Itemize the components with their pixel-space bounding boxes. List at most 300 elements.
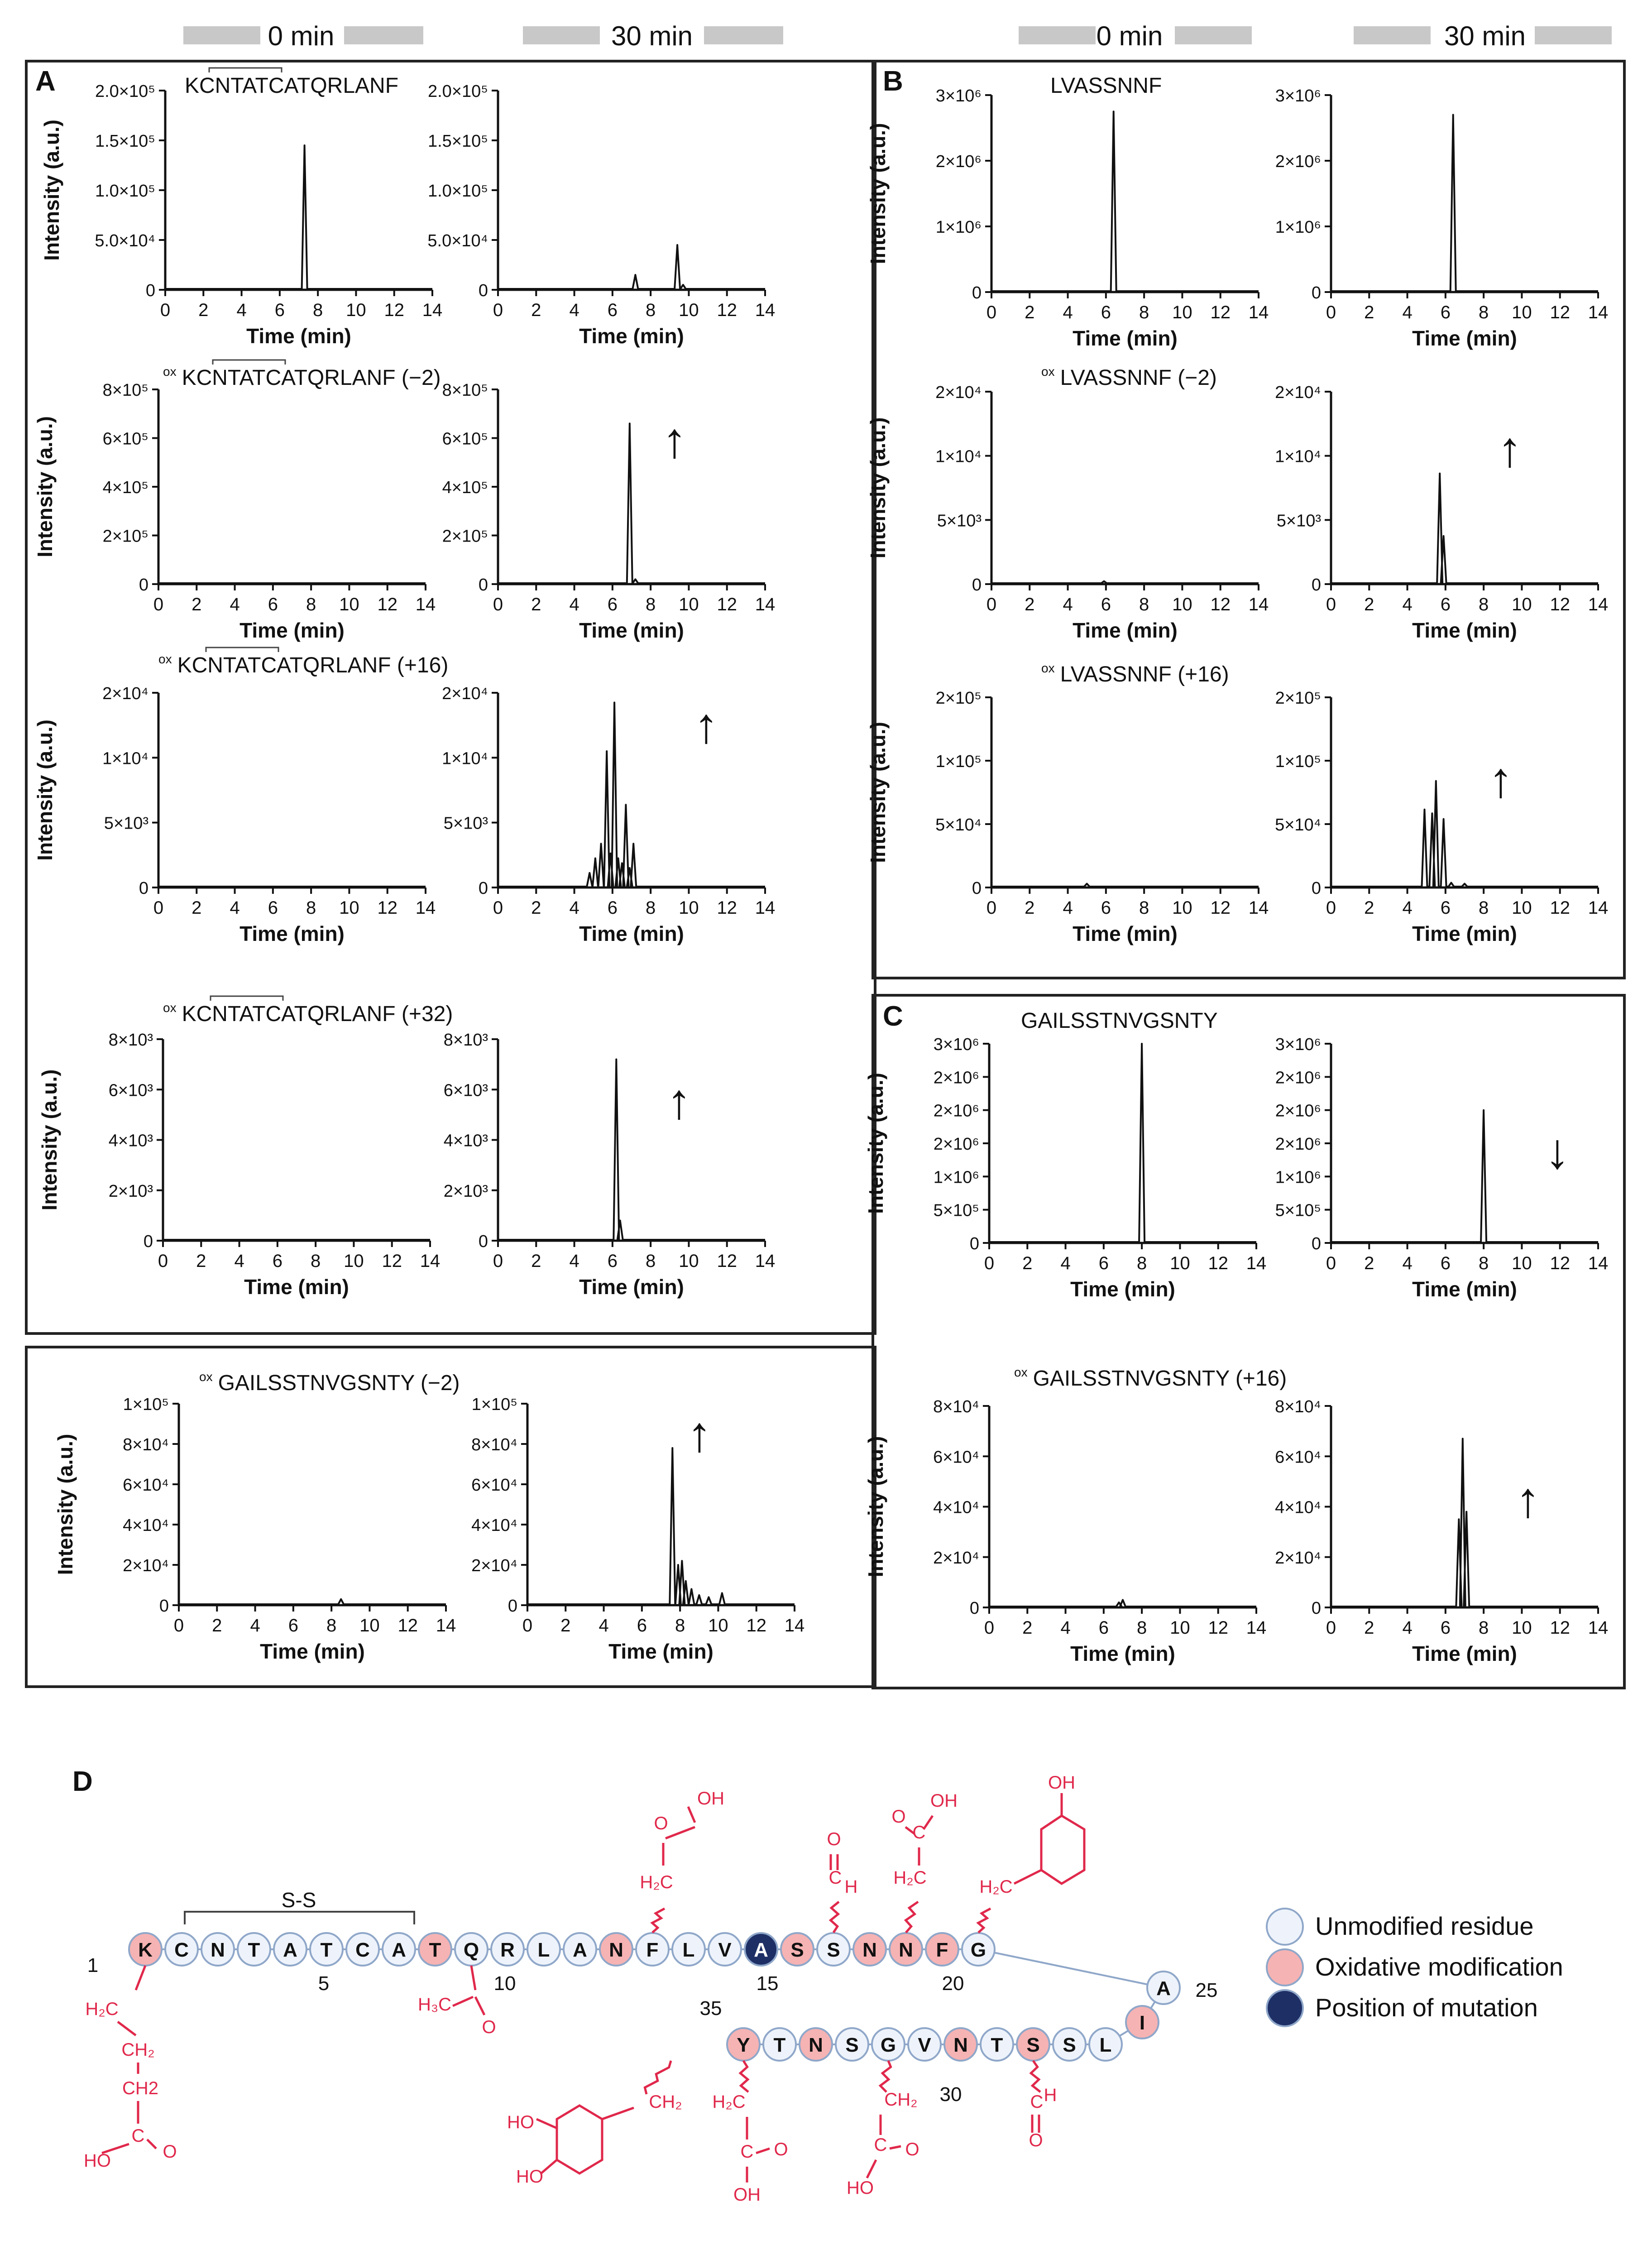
chart-a3-30min xyxy=(442,684,775,945)
x-tick-label: 8 xyxy=(306,898,316,918)
x-tick-label: 0 xyxy=(986,302,997,322)
x-tick-label: 0 xyxy=(173,1616,184,1636)
x-tick-label: 0 xyxy=(158,1251,168,1271)
chem-o: O xyxy=(827,1829,841,1849)
y-tick-label: 1.0×10⁵ xyxy=(427,182,488,201)
y-tick-label: 8×10³ xyxy=(443,1031,488,1050)
x-tick-label: 0 xyxy=(153,595,164,614)
chart-b1-0min xyxy=(866,86,1269,350)
ox-prefix: ox xyxy=(163,1001,177,1015)
modification-bond xyxy=(453,1997,473,2006)
x-tick-label: 6 xyxy=(268,898,278,918)
x-tick-label: 0 xyxy=(493,898,503,918)
x-tick-label: 10 xyxy=(1170,1253,1190,1273)
modification-bond xyxy=(666,1827,695,1838)
y-axis-label: Intensity (a.u.) xyxy=(40,120,63,261)
x-axis-label: Time (min) xyxy=(244,1275,349,1299)
chromatogram-trace xyxy=(1331,781,1598,887)
chem-o: O xyxy=(654,1813,668,1833)
x-tick-label: 2 xyxy=(560,1616,571,1636)
residue-letter: N xyxy=(953,2034,968,2056)
x-tick-label: 6 xyxy=(1098,1618,1109,1638)
chromatogram-trace xyxy=(179,1599,446,1604)
y-tick-label: 0 xyxy=(1311,576,1321,595)
x-tick-label: 2 xyxy=(1364,1253,1374,1273)
arrow-up-icon: ↑ xyxy=(666,1074,692,1129)
disulfide-brackets xyxy=(206,68,285,1001)
x-axis-label: Time (min) xyxy=(1073,619,1178,642)
x-tick-label: 10 xyxy=(679,300,699,320)
panel-letter-d: D xyxy=(72,1766,93,1797)
y-tick-label: 2×10⁵ xyxy=(442,527,488,546)
chem-oh: OH xyxy=(1048,1773,1075,1793)
y-tick-label: 2×10⁴ xyxy=(933,1548,979,1568)
legend-swatch xyxy=(1267,1909,1303,1945)
header-0min-a: 0 min xyxy=(268,21,335,51)
y-tick-label: 8×10⁵ xyxy=(442,381,488,400)
x-tick-label: 10 xyxy=(344,1251,364,1271)
residue-letter: N xyxy=(211,1939,225,1961)
residue-letter: N xyxy=(609,1939,623,1961)
y-tick-label: 1×10⁵ xyxy=(123,1395,169,1414)
disulfide-bracket xyxy=(213,360,285,365)
x-tick-label: 4 xyxy=(1402,898,1413,918)
y-axis-label: Intensity (a.u.) xyxy=(864,1073,887,1214)
position-number: 5 xyxy=(318,1972,330,1995)
residue-23 xyxy=(926,1933,958,1966)
x-tick-label: 6 xyxy=(1101,595,1111,614)
y-tick-label: 2×10⁶ xyxy=(933,1135,979,1154)
peptide-label-c2-text: GAILSSTNVGSNTY (+16) xyxy=(1033,1367,1287,1391)
x-tick-label: 2 xyxy=(531,300,541,320)
x-tick-label: 14 xyxy=(1246,1618,1267,1638)
x-tick-label: 4 xyxy=(569,1251,579,1271)
y-tick-label: 0 xyxy=(1311,879,1321,898)
chart-c2-30min xyxy=(1275,1397,1608,1665)
y-tick-label: 6×10⁴ xyxy=(933,1448,979,1467)
x-tick-label: 10 xyxy=(1512,1253,1532,1273)
chem-o: O xyxy=(774,2139,788,2159)
y-tick-label: 2.0×10⁵ xyxy=(95,82,155,101)
chem-o: O xyxy=(891,1807,906,1827)
chromatogram-trace xyxy=(527,1448,795,1604)
residue-21 xyxy=(853,1933,886,1966)
x-tick-label: 4 xyxy=(1402,595,1413,614)
y-tick-label: 1×10⁶ xyxy=(1275,218,1321,237)
residue-letter: S xyxy=(845,2034,859,2056)
residue-7 xyxy=(346,1933,379,1966)
y-tick-label: 0 xyxy=(972,283,982,302)
residue-17 xyxy=(709,1933,741,1966)
x-tick-label: 4 xyxy=(1060,1618,1071,1638)
residue-28 xyxy=(1053,2028,1086,2061)
modification-bond xyxy=(602,2108,634,2119)
residue-27 xyxy=(1089,2028,1122,2061)
chart-c1-0min xyxy=(864,1035,1266,1301)
x-tick-label: 8 xyxy=(1479,595,1489,614)
x-tick-label: 2 xyxy=(1022,1618,1033,1638)
x-tick-label: 12 xyxy=(717,300,737,320)
backbone-bond xyxy=(978,1949,1164,1988)
x-tick-label: 4 xyxy=(599,1616,609,1636)
chart-b1-30min xyxy=(1275,86,1608,350)
residue-letter: K xyxy=(138,1939,153,1961)
arrow-up-icon: ↑ xyxy=(1488,752,1513,808)
chem-c: C xyxy=(828,1868,842,1888)
x-axis-label: Time (min) xyxy=(579,324,684,348)
y-tick-label: 4×10⁴ xyxy=(471,1516,517,1535)
disulfide-bracket xyxy=(211,996,283,1001)
y-tick-label: 4×10⁵ xyxy=(102,478,148,497)
residue-32 xyxy=(908,2028,941,2061)
chem-c: C xyxy=(912,1823,926,1842)
wavy-bond xyxy=(645,2061,671,2094)
x-tick-label: 14 xyxy=(1248,595,1269,614)
residue-letter: N xyxy=(862,1939,877,1961)
x-tick-label: 10 xyxy=(1512,1618,1532,1638)
x-tick-label: 0 xyxy=(986,595,997,614)
residue-letter: S xyxy=(790,1939,804,1961)
chromatogram-trace xyxy=(498,703,765,887)
modification-bond xyxy=(688,1807,695,1823)
y-tick-label: 2×10⁵ xyxy=(935,689,982,708)
x-tick-label: 0 xyxy=(160,300,171,320)
residue-2 xyxy=(165,1933,198,1966)
x-tick-label: 8 xyxy=(311,1251,321,1271)
y-axis-label: Intensity (a.u.) xyxy=(33,416,57,557)
x-tick-label: 4 xyxy=(1402,1618,1413,1638)
peptide-label-b2 xyxy=(1041,365,1217,390)
y-tick-label: 0 xyxy=(478,1232,488,1251)
y-tick-label: 6×10⁴ xyxy=(471,1476,517,1495)
y-axis-label: Intensity (a.u.) xyxy=(866,722,890,863)
chromatogram-trace xyxy=(1331,474,1598,583)
y-tick-label: 6×10⁴ xyxy=(123,1476,169,1495)
residue-16 xyxy=(672,1933,705,1966)
y-tick-label: 0 xyxy=(969,1234,979,1253)
x-tick-label: 2 xyxy=(192,595,202,614)
y-tick-label: 1×10⁶ xyxy=(933,1168,979,1187)
y-tick-label: 1×10⁶ xyxy=(1275,1168,1321,1187)
x-tick-label: 4 xyxy=(1402,1253,1413,1273)
y-axis-label: Intensity (a.u.) xyxy=(38,1069,61,1211)
ox-prefix: ox xyxy=(199,1370,213,1384)
x-tick-label: 0 xyxy=(1326,595,1336,614)
x-axis-label: Time (min) xyxy=(579,1275,684,1299)
chem-h: H xyxy=(844,1877,858,1897)
y-axis-label: Intensity (a.u.) xyxy=(866,123,890,264)
x-tick-label: 8 xyxy=(1139,898,1149,918)
chromatogram-trace xyxy=(989,1600,1256,1607)
y-tick-label: 1×10⁵ xyxy=(935,752,982,771)
x-tick-label: 12 xyxy=(1208,1618,1228,1638)
x-tick-label: 8 xyxy=(646,898,656,918)
residue-letter: A xyxy=(283,1939,297,1961)
y-tick-label: 5×10³ xyxy=(443,814,488,833)
legend-swatch xyxy=(1267,1990,1303,2026)
legend-label: Oxidative modification xyxy=(1315,1952,1563,1981)
position-number: 25 xyxy=(1195,1979,1218,2001)
x-axis-label: Time (min) xyxy=(608,1640,713,1663)
residue-letter: L xyxy=(682,1939,695,1961)
y-tick-label: 8×10³ xyxy=(108,1031,153,1050)
residue-4 xyxy=(238,1933,270,1966)
peak-point xyxy=(614,702,615,703)
y-tick-label: 0 xyxy=(159,1597,169,1616)
x-tick-label: 2 xyxy=(1022,1253,1033,1273)
y-tick-label: 4×10⁴ xyxy=(1275,1498,1321,1517)
chem-h2c: H₂C xyxy=(640,1872,673,1892)
residue-30 xyxy=(981,2028,1013,2061)
x-tick-label: 6 xyxy=(1098,1253,1109,1273)
x-tick-label: 10 xyxy=(339,595,359,614)
peptide-label-b3 xyxy=(1041,661,1229,686)
y-tick-label: 2×10⁶ xyxy=(1275,1135,1321,1154)
x-tick-label: 8 xyxy=(646,300,656,320)
peptide-label-a4 xyxy=(163,1001,453,1026)
wavy-bond xyxy=(831,1902,839,1933)
y-tick-label: 2×10⁶ xyxy=(1275,152,1321,171)
y-tick-label: 1×10⁴ xyxy=(1275,447,1321,466)
y-axis-label: Intensity (a.u.) xyxy=(33,719,57,861)
x-tick-label: 14 xyxy=(1588,1618,1609,1638)
y-tick-label: 0 xyxy=(972,879,982,898)
y-tick-label: 2×10⁶ xyxy=(935,152,982,171)
y-tick-label: 1.5×10⁵ xyxy=(95,132,155,151)
position-number: 10 xyxy=(493,1972,516,1995)
y-tick-label: 2×10⁴ xyxy=(935,383,982,402)
residue-letter: A xyxy=(392,1939,406,1961)
x-tick-label: 14 xyxy=(1246,1253,1267,1273)
x-tick-label: 8 xyxy=(1479,1253,1489,1273)
x-tick-label: 2 xyxy=(1364,302,1374,322)
x-tick-label: 2 xyxy=(198,300,209,320)
chem-ho: HO xyxy=(507,2112,534,2132)
residue-11 xyxy=(491,1933,524,1966)
y-axis-label: Intensity (a.u.) xyxy=(866,417,890,559)
chromatogram-trace xyxy=(165,145,432,289)
arrow-up-icon: ↑ xyxy=(662,413,687,468)
x-tick-label: 12 xyxy=(1208,1253,1228,1273)
header-bar xyxy=(1354,26,1431,44)
chem-oh: OH xyxy=(697,1789,724,1808)
x-tick-label: 0 xyxy=(1326,898,1336,918)
residue-34 xyxy=(836,2028,868,2061)
residue-letter: T xyxy=(248,1939,260,1961)
x-tick-label: 2 xyxy=(196,1251,206,1271)
modification-bond xyxy=(756,2149,770,2153)
x-tick-label: 2 xyxy=(531,1251,541,1271)
y-tick-label: 4×10⁴ xyxy=(123,1516,169,1535)
residue-29 xyxy=(1017,2028,1049,2061)
residue-12 xyxy=(527,1933,560,1966)
residue-1 xyxy=(129,1933,162,1966)
peak-point xyxy=(616,1059,617,1060)
y-tick-label: 0 xyxy=(969,1599,979,1618)
x-tick-label: 8 xyxy=(1479,898,1489,918)
y-tick-label: 6×10⁴ xyxy=(1275,1448,1321,1467)
x-tick-label: 2 xyxy=(212,1616,222,1636)
header-30min-a: 30 min xyxy=(611,21,693,51)
x-axis-label: Time (min) xyxy=(260,1640,365,1663)
x-tick-label: 10 xyxy=(1170,1618,1190,1638)
x-tick-label: 4 xyxy=(234,1251,244,1271)
disulfide-label: S-S xyxy=(281,1888,316,1912)
residue-letter: G xyxy=(880,2034,896,2056)
x-tick-label: 10 xyxy=(1172,302,1192,322)
x-tick-label: 12 xyxy=(1550,1618,1570,1638)
position-number: 30 xyxy=(939,2083,962,2106)
x-tick-label: 0 xyxy=(986,898,997,918)
wavy-bond xyxy=(740,2061,748,2092)
x-tick-label: 14 xyxy=(1588,898,1609,918)
y-tick-label: 2×10³ xyxy=(443,1181,488,1201)
x-tick-label: 2 xyxy=(1364,1618,1374,1638)
aromatic-ring xyxy=(1041,1816,1084,1884)
x-tick-label: 10 xyxy=(679,1251,699,1271)
wavy-bond xyxy=(652,1909,665,1933)
chem-oh: OH xyxy=(733,2185,761,2205)
x-tick-label: 0 xyxy=(493,1251,503,1271)
residue-8 xyxy=(383,1933,415,1966)
x-tick-label: 6 xyxy=(637,1616,647,1636)
x-tick-label: 6 xyxy=(1440,1618,1451,1638)
y-tick-label: 5×10⁴ xyxy=(935,815,982,835)
chem-ho: HO xyxy=(84,2151,111,2171)
x-tick-label: 0 xyxy=(1326,1618,1336,1638)
y-tick-label: 1×10⁶ xyxy=(935,218,982,237)
y-tick-label: 0 xyxy=(143,1232,153,1251)
residue-6 xyxy=(310,1933,343,1966)
ox-prefix: ox xyxy=(1014,1365,1028,1379)
charts-layer xyxy=(33,82,1608,1665)
peptide-label-a2 xyxy=(163,365,441,390)
modification-bond xyxy=(471,1966,475,1990)
modification-bond xyxy=(118,2022,136,2035)
x-tick-label: 0 xyxy=(1326,1253,1336,1273)
x-tick-label: 8 xyxy=(306,595,316,614)
y-tick-label: 2×10⁶ xyxy=(933,1068,979,1088)
x-tick-label: 4 xyxy=(236,300,247,320)
chem-c: C xyxy=(874,2135,887,2155)
x-tick-label: 14 xyxy=(755,898,776,918)
modification-bond xyxy=(536,2119,557,2128)
chem-o: O xyxy=(482,2017,496,2037)
residue-letter: I xyxy=(1139,2012,1145,2034)
y-tick-label: 3×10⁶ xyxy=(933,1035,979,1054)
x-axis-label: Time (min) xyxy=(239,922,345,945)
chem-c: C xyxy=(1030,2092,1044,2112)
chart-b2-30min xyxy=(1275,383,1608,642)
y-tick-label: 2×10⁴ xyxy=(1275,1548,1321,1568)
residue-letter: T xyxy=(320,1939,333,1961)
ox-prefix: ox xyxy=(158,652,172,666)
residue-14 xyxy=(600,1933,632,1966)
residue-letter: C xyxy=(174,1939,189,1961)
y-tick-label: 8×10⁴ xyxy=(471,1435,517,1454)
residue-33 xyxy=(872,2028,905,2061)
y-tick-label: 2×10⁵ xyxy=(1275,689,1321,708)
position-number: 35 xyxy=(699,1997,722,2019)
x-tick-label: 4 xyxy=(569,898,579,918)
header-group xyxy=(183,21,1612,51)
chem-o: O xyxy=(1029,2130,1043,2150)
position-number: 20 xyxy=(942,1972,964,1995)
x-tick-label: 4 xyxy=(569,300,579,320)
residue-20 xyxy=(817,1933,850,1966)
x-tick-label: 6 xyxy=(1101,302,1111,322)
x-tick-label: 6 xyxy=(607,595,618,614)
y-tick-label: 2×10³ xyxy=(108,1181,153,1201)
chromatogram-trace xyxy=(498,1060,765,1240)
x-tick-label: 6 xyxy=(1101,898,1111,918)
x-axis-label: Time (min) xyxy=(1070,1642,1175,1665)
peptide-diagram xyxy=(84,1773,1563,2205)
y-tick-label: 2×10⁴ xyxy=(123,1556,169,1575)
residue-letter: G xyxy=(970,1939,986,1961)
peptide-label-b2-text: LVASSNNF (−2) xyxy=(1060,366,1217,390)
peptide-label-a4-text: KCNTATCATQRLANF (+32) xyxy=(182,1002,453,1026)
x-tick-label: 4 xyxy=(1063,898,1073,918)
x-tick-label: 0 xyxy=(493,595,503,614)
chromatogram-trace xyxy=(991,581,1259,583)
y-tick-label: 1×10⁴ xyxy=(102,749,148,768)
legend-label: Position of mutation xyxy=(1315,1993,1538,2022)
x-tick-label: 0 xyxy=(984,1253,995,1273)
y-tick-label: 8×10⁴ xyxy=(123,1435,169,1454)
residue-36 xyxy=(763,2028,796,2061)
ox-prefix: ox xyxy=(1041,365,1055,379)
x-axis-label: Time (min) xyxy=(1412,922,1517,945)
y-axis-label: Intensity (a.u.) xyxy=(53,1434,77,1575)
residue-letter: T xyxy=(991,2034,1003,2056)
chem-o: O xyxy=(905,2139,919,2159)
x-tick-label: 2 xyxy=(1025,302,1035,322)
y-tick-label: 2×10⁴ xyxy=(102,684,148,703)
y-tick-label: 5×10³ xyxy=(104,814,148,833)
x-axis-label: Time (min) xyxy=(1070,1277,1175,1301)
peptide-label-a3 xyxy=(158,652,448,677)
residue-letter: A xyxy=(573,1939,587,1961)
x-axis-label: Time (min) xyxy=(1412,1277,1517,1301)
x-tick-label: 2 xyxy=(1025,898,1035,918)
x-tick-label: 14 xyxy=(755,300,776,320)
x-tick-label: 12 xyxy=(397,1616,418,1636)
y-tick-label: 4×10⁵ xyxy=(442,478,488,497)
chem-oh: OH xyxy=(930,1791,958,1811)
x-tick-label: 8 xyxy=(646,595,656,614)
residue-letter: S xyxy=(1026,2034,1040,2056)
residue-18 xyxy=(745,1933,777,1966)
x-axis-label: Time (min) xyxy=(579,922,684,945)
y-axis-label: Intensity (a.u.) xyxy=(864,1436,887,1578)
x-tick-label: 8 xyxy=(1479,302,1489,322)
x-tick-label: 8 xyxy=(1137,1618,1147,1638)
residue-letter: T xyxy=(773,2034,786,2056)
x-tick-label: 14 xyxy=(420,1251,441,1271)
position-number: 1 xyxy=(87,1954,99,1976)
x-tick-label: 14 xyxy=(436,1616,456,1636)
residue-35 xyxy=(800,2028,832,2061)
panel-c-frame xyxy=(873,995,1624,1688)
header-bar xyxy=(183,26,260,44)
y-tick-label: 3×10⁶ xyxy=(1275,86,1321,106)
residue-10 xyxy=(455,1933,488,1966)
y-tick-label: 1×10⁴ xyxy=(935,447,982,466)
x-tick-label: 10 xyxy=(1172,595,1192,614)
x-axis-label: Time (min) xyxy=(1412,1642,1517,1665)
x-tick-label: 2 xyxy=(192,898,202,918)
